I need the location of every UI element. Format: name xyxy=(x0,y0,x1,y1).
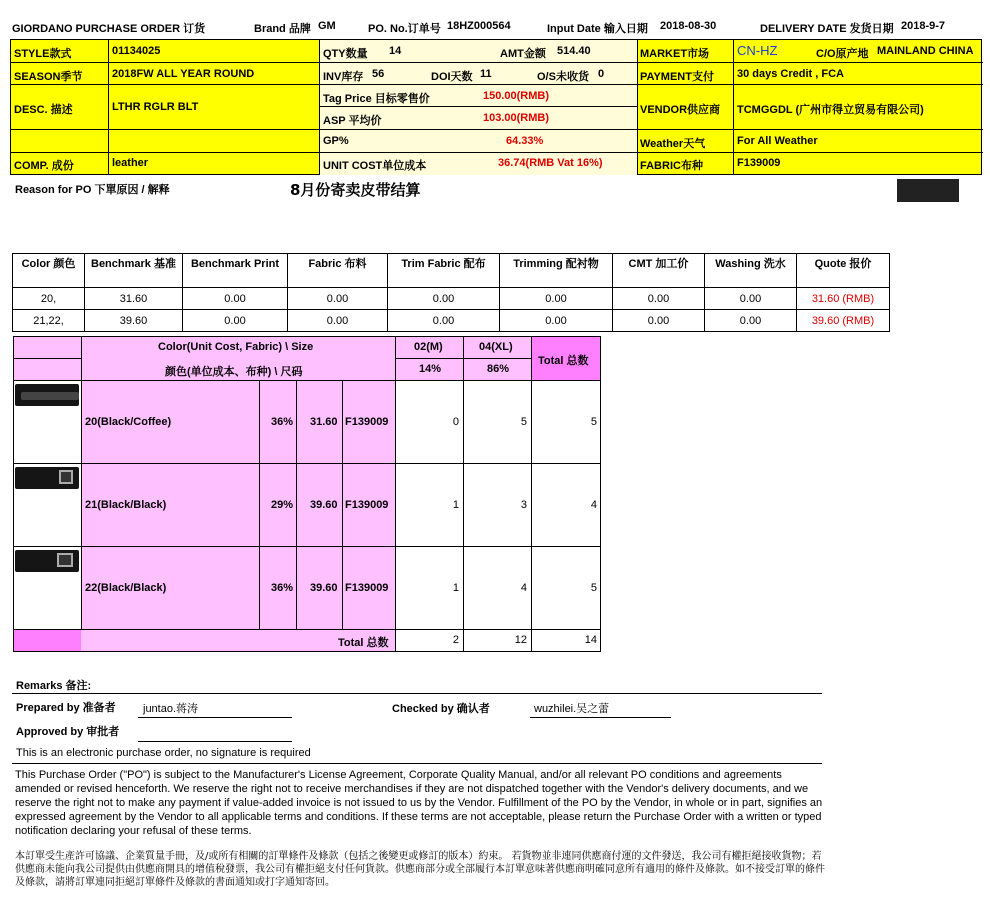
electronic-note: This is an electronic purchase order, no signature is required xyxy=(16,747,311,759)
cost-header: Trim Fabric 配布 xyxy=(388,254,500,288)
cost-cell: 0.00 xyxy=(288,310,388,332)
cost-cell: 0.00 xyxy=(613,288,705,310)
po-number-value: 18HZ000564 xyxy=(447,20,511,32)
reason-label: Reason for PO 下單原因 / 解释 xyxy=(15,184,170,196)
gp-value: 64.33% xyxy=(506,135,544,147)
row-color: 20(Black/Coffee) xyxy=(85,416,172,428)
qty-total: 4 xyxy=(590,499,597,511)
cost-cell: 0.00 xyxy=(705,310,797,332)
cost-header-row xyxy=(13,254,890,288)
redacted-block xyxy=(897,179,959,202)
row-fabric: F139009 xyxy=(345,582,389,594)
size-matrix xyxy=(13,336,601,652)
style-label: STYLE款式 xyxy=(14,48,72,60)
cost-cell: 0.00 xyxy=(388,310,500,332)
reason-value: 8月份寄卖皮带结算 xyxy=(290,181,421,199)
cost-header: CMT 加工价 xyxy=(613,254,705,288)
row-fabric: F139009 xyxy=(345,499,389,511)
quote-cell: 39.60 (RMB) xyxy=(797,310,890,332)
terms-chinese: 本訂單受生產許可協議、企業質量手冊，及/或所有相關的訂單條件及條款（包括之後變更或修訂的版本）約束。 若貨物並非連同供應商付運的文件發送，我公司有權拒絕接收貨物；若供應商未能向我公司提供由供應商開具的增值稅發票，我公司有權拒絕支付任何貨款。供應商部分或全部履行本訂單意味著供應商明確同意所有適用的條件及條款。如不接受訂單的條件及條款，請將訂單連同拒絕訂單條件及條款的書面通知或打字通知寄回。 xyxy=(15,851,825,888)
qty-xl: 3 xyxy=(520,499,527,511)
qty-label: QTY数量 xyxy=(323,48,368,60)
checked-line xyxy=(530,717,671,718)
input-date-label: Input Date 输入日期 xyxy=(547,23,648,35)
cost-cell: 0.00 xyxy=(183,310,288,332)
qty-total: 5 xyxy=(590,582,597,594)
row-pct: 29% xyxy=(271,499,294,511)
weather-value: For All Weather xyxy=(737,135,818,147)
quote-cell: 31.60 (RMB) xyxy=(797,288,890,310)
prepared-line xyxy=(138,717,292,718)
row-pct: 36% xyxy=(271,582,294,594)
desc-label: DESC. 描述 xyxy=(14,104,73,116)
table-row xyxy=(13,288,890,310)
grand-total: 14 xyxy=(584,634,597,646)
cost-cell: 0.00 xyxy=(613,310,705,332)
payment-value: 30 days Credit , FCA xyxy=(737,68,844,80)
brand-value: GM xyxy=(318,20,336,32)
origin-value: MAINLAND CHINA xyxy=(877,45,974,57)
table-row xyxy=(13,310,890,332)
unit-cost-value: 36.74(RMB Vat 16%) xyxy=(498,157,603,169)
row-fabric: F139009 xyxy=(345,416,389,428)
po-title: GIORDANO PURCHASE ORDER 订货 xyxy=(12,23,206,35)
cost-cell: 20, xyxy=(13,288,85,310)
size-pct-m: 14% xyxy=(419,363,442,375)
input-date-value: 2018-08-30 xyxy=(660,20,717,32)
cost-cell: 0.00 xyxy=(500,288,613,310)
unit-cost-label: UNIT COST单位成本 xyxy=(323,160,427,172)
asp-label: ASP 平均价 xyxy=(323,115,382,127)
doi-label: DOI天数 xyxy=(431,71,473,83)
weather-label: Weather天气 xyxy=(640,138,706,150)
cost-header: Benchmark 基准 xyxy=(85,254,183,288)
fabric-value: F139009 xyxy=(737,157,781,169)
size-header-xl: 04(XL) xyxy=(479,341,513,353)
cost-cell: 39.60 xyxy=(85,310,183,332)
cost-cell: 21,22, xyxy=(13,310,85,332)
checked-label: Checked by 确认者 xyxy=(392,703,490,715)
qty-m: 1 xyxy=(452,582,459,594)
desc-value: LTHR RGLR BLT xyxy=(112,101,199,113)
market-label: MARKET市场 xyxy=(640,48,710,60)
comp-label: COMP. 成份 xyxy=(14,160,74,172)
po-info-grid xyxy=(10,39,982,175)
cost-header: Quote 报价 xyxy=(797,254,890,288)
approved-line xyxy=(138,741,292,742)
market-value: CN-HZ xyxy=(737,43,778,58)
remarks-label: Remarks 备注: xyxy=(16,680,92,692)
amt-value: 514.40 xyxy=(557,45,591,57)
cost-cell: 31.60 xyxy=(85,288,183,310)
cost-cell: 0.00 xyxy=(183,288,288,310)
row-cost: 39.60 xyxy=(310,582,338,594)
origin-label: C/O原产地 xyxy=(816,48,869,60)
qty-xl: 4 xyxy=(520,582,527,594)
size-pct-xl: 86% xyxy=(487,363,510,375)
inv-value: 56 xyxy=(372,68,385,80)
row-cost: 39.60 xyxy=(310,499,338,511)
asp-value: 103.00(RMB) xyxy=(483,112,550,124)
cost-cell: 0.00 xyxy=(705,288,797,310)
qty-xl: 5 xyxy=(520,416,527,428)
row-color: 21(Black/Black) xyxy=(85,499,167,511)
qty-m: 0 xyxy=(452,416,459,428)
po-number-label: PO. No.订单号 xyxy=(368,23,441,35)
os-label: O/S未收货 xyxy=(537,71,589,83)
total-header: Total 总数 xyxy=(538,355,589,367)
row-pct: 36% xyxy=(271,416,294,428)
cost-cell: 0.00 xyxy=(500,310,613,332)
vendor-label: VENDOR供应商 xyxy=(640,104,721,116)
vendor-value: TCMGGDL (广州市得立贸易有限公司) xyxy=(737,104,924,116)
delivery-date-value: 2018-9-7 xyxy=(901,20,946,32)
qty-m: 1 xyxy=(452,499,459,511)
inv-label: INV库存 xyxy=(323,71,364,83)
row-color: 22(Black/Black) xyxy=(85,582,167,594)
terms-english: This Purchase Order ("PO") is subject to the Manufacturer's License Agreement, Corporate Quality Manual, and/or all relevant PO conditions and agreements amended or revised henceforth. We reserve the right not to receive merchandises if they are not dispatched together with the Vendor's delivery documents, and we reserve the right not to make any payment if value-added invoice is not issued to us by the Vendor. Fulfillment of the PO by the Vendor, in whole or in part, signifies an expressed agreement by the Vendor to all applicable terms and conditions. If these terms are not acceptable, please return the Purchase Order with a written or typed notification declaring your refusal of these terms. xyxy=(15,769,823,837)
cost-header: Fabric 布料 xyxy=(288,254,388,288)
season-label: SEASON季节 xyxy=(14,71,83,83)
brand-label: Brand 品牌 xyxy=(254,23,311,35)
total-xl: 12 xyxy=(514,634,527,646)
cost-header: Benchmark Print xyxy=(183,254,288,288)
total-m: 2 xyxy=(452,634,459,646)
approved-label: Approved by 审批者 xyxy=(16,726,120,738)
style-value: 01134025 xyxy=(112,45,161,57)
size-header-m: 02(M) xyxy=(414,341,443,353)
remarks-line xyxy=(12,693,822,694)
gp-label: GP% xyxy=(323,135,349,147)
po-header xyxy=(12,20,972,36)
cost-header: Color 颜色 xyxy=(13,254,85,288)
delivery-date-label: DELIVERY DATE 发货日期 xyxy=(760,23,894,35)
matrix-title-en: Color(Unit Cost, Fabric) \ Size xyxy=(158,341,314,353)
cost-breakdown-table xyxy=(12,253,890,332)
terms-divider xyxy=(12,763,822,764)
fabric-label: FABRIC布种 xyxy=(640,160,703,172)
qty-value: 14 xyxy=(389,45,402,57)
cost-cell: 0.00 xyxy=(288,288,388,310)
prepared-value: juntao.蒋涛 xyxy=(143,703,199,715)
tag-price-label: Tag Price 目标零售价 xyxy=(323,93,430,105)
checked-value: wuzhilei.吴之蕾 xyxy=(534,703,610,715)
doi-value: 11 xyxy=(480,68,492,80)
payment-label: PAYMENT支付 xyxy=(640,71,714,83)
cost-cell: 0.00 xyxy=(388,288,500,310)
comp-value: leather xyxy=(112,157,149,169)
qty-total: 5 xyxy=(590,416,597,428)
amt-label: AMT金额 xyxy=(500,48,546,60)
cost-header: Trimming 配衬物 xyxy=(500,254,613,288)
cost-header: Washing 洗水 xyxy=(705,254,797,288)
os-value: 0 xyxy=(598,68,605,80)
tag-price-value: 150.00(RMB) xyxy=(483,90,550,102)
season-value: 2018FW ALL YEAR ROUND xyxy=(112,68,255,80)
total-row-label: Total 总数 xyxy=(338,637,389,649)
row-cost: 31.60 xyxy=(310,416,338,428)
matrix-title-cn: 颜色(单位成本、布种) \ 尺码 xyxy=(165,366,303,378)
prepared-label: Prepared by 准备者 xyxy=(16,702,116,714)
